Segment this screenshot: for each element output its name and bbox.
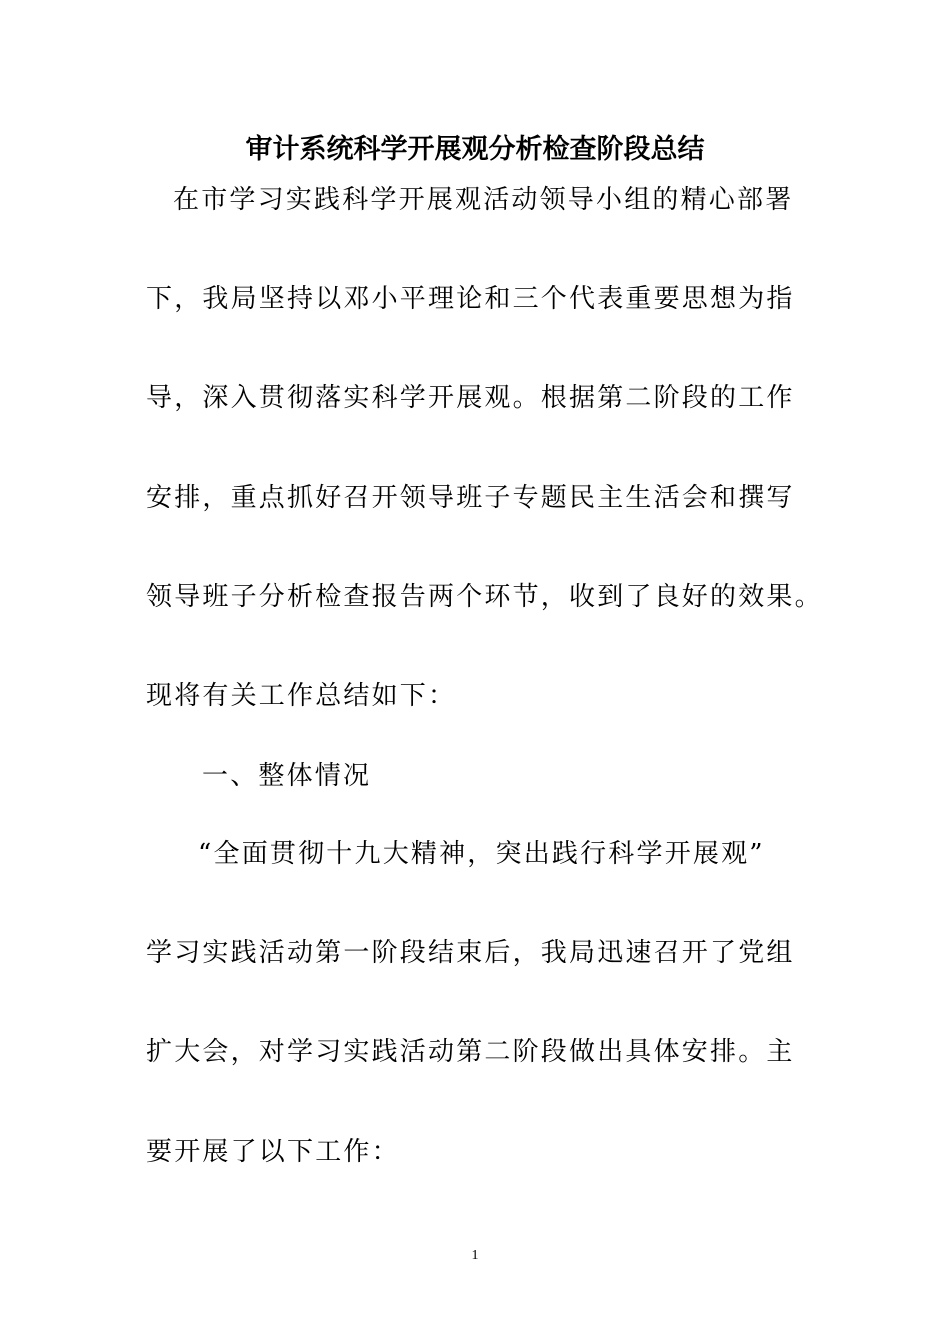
- paragraph-line: “全面贯彻十九大精神，突出践行科学开展观”: [198, 839, 765, 869]
- paragraph-line: 要开展了以下工作：: [146, 1137, 400, 1167]
- paragraph-line: 领导班子分析检查报告两个环节，收到了良好的效果。: [146, 582, 823, 612]
- document-title: 审计系统科学开展观分析检查阶段总结: [245, 134, 705, 165]
- paragraph-line: 在市学习实践科学开展观活动领导小组的精心部署: [173, 185, 794, 215]
- paragraph-line: 现将有关工作总结如下：: [146, 681, 457, 711]
- page-number: 1: [471, 1248, 479, 1263]
- paragraph-line: 扩大会，对学习实践活动第二阶段做出具体安排。主: [146, 1037, 795, 1067]
- paragraph-line: 导，深入贯彻落实科学开展观。根据第二阶段的工作: [146, 383, 795, 413]
- paragraph-line: 下，我局坚持以邓小平理论和三个代表重要思想为指: [146, 284, 795, 314]
- paragraph-line: 学习实践活动第一阶段结束后，我局迅速召开了党组: [146, 938, 795, 968]
- paragraph-line: 安排，重点抓好召开领导班子专题民主生活会和撰写: [146, 483, 795, 513]
- section-heading: 一、整体情况: [202, 761, 372, 791]
